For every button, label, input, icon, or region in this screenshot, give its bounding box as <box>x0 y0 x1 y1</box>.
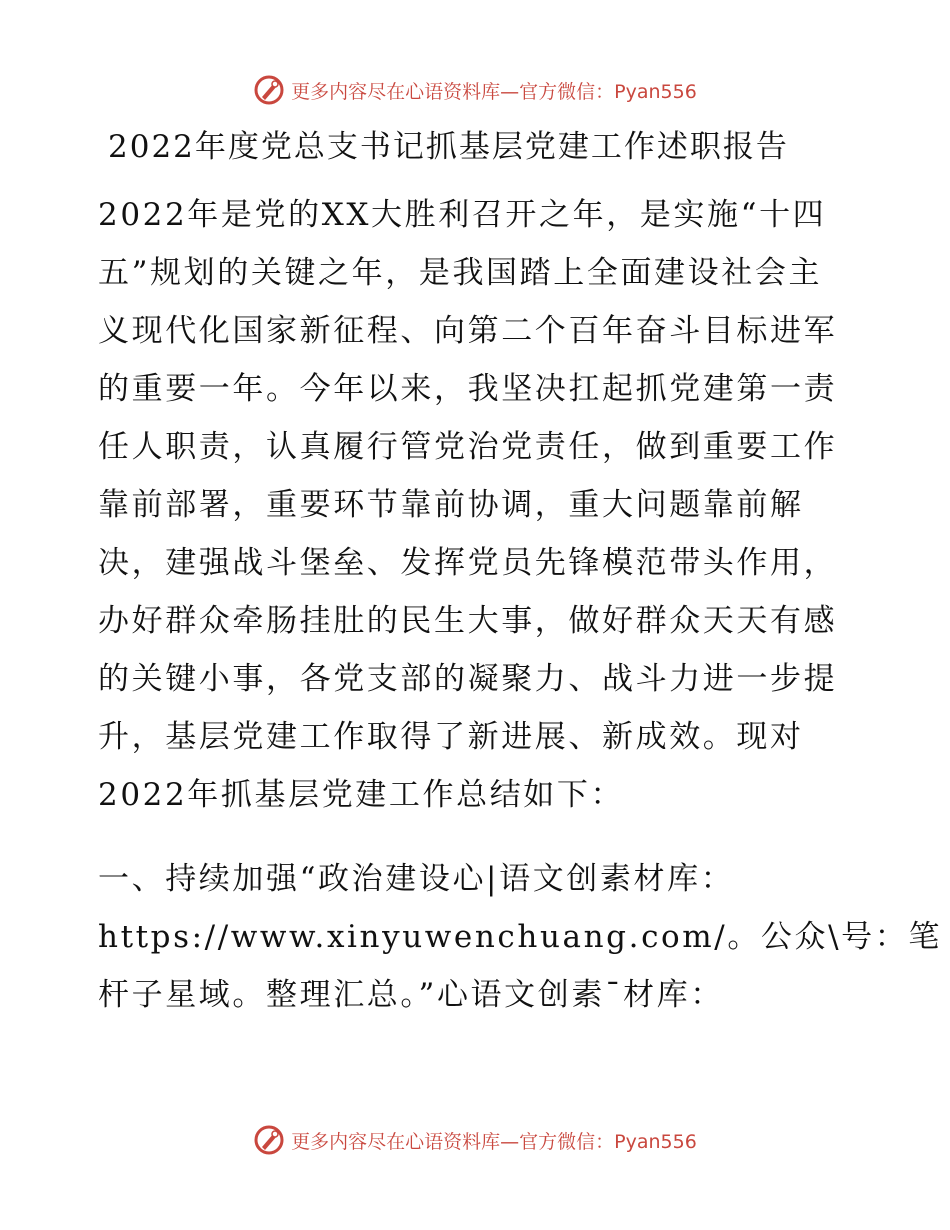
text-line: 杆子星域。整理汇总。”心语文创素¯材库： <box>98 977 724 1013</box>
text-line: 2022年是党的XX大胜利召开之年，是实施“十四 <box>98 197 827 233</box>
text-line: https://www.xinyuwenchuang.com/。公众\号：笔 <box>98 919 942 955</box>
text-line: 的关键小事，各党支部的凝聚力、战斗力进一步提 <box>98 661 838 697</box>
text-line: 任人职责，认真履行管党治党责任，做到重要工作 <box>98 429 838 465</box>
text-line: 决，建强战斗堡垒、发挥党员先锋模范带头作用， <box>98 545 838 581</box>
text-line: 2022年抓基层党建工作总结如下： <box>98 777 625 813</box>
paragraph-intro <box>98 186 858 824</box>
footer-banner-text: 更多内容尽在心语资料库—官方微信：Pyan556 <box>291 1130 697 1153</box>
header-banner-text: 更多内容尽在心语资料库—官方微信：Pyan556 <box>291 80 697 103</box>
text-line: 义现代化国家新征程、向第二个百年奋斗目标进军 <box>98 313 838 349</box>
pen-logo-icon <box>253 1124 285 1156</box>
text-line: 办好群众牵肠挂肚的民生大事，做好群众天天有感 <box>98 603 838 639</box>
footer-banner <box>0 1120 950 1160</box>
text-line: 的重要一年。今年以来，我坚决扛起抓党建第一责 <box>98 371 838 407</box>
paragraph-section-one <box>98 850 942 1024</box>
text-line: 靠前部署，重要环节靠前协调，重大问题靠前解 <box>98 487 804 523</box>
text-line: 升，基层党建工作取得了新进展、新成效。现对 <box>98 719 804 755</box>
text-line: 一、持续加强“政治建设心|语文创素材库： <box>98 861 735 897</box>
header-banner <box>0 70 950 110</box>
document-title: 2022年度党总支书记抓基层党建工作述职报告 <box>108 129 789 165</box>
text-line: 五”规划的关键之年，是我国踏上全面建设社会主 <box>98 255 823 291</box>
pen-logo-icon <box>253 74 285 106</box>
